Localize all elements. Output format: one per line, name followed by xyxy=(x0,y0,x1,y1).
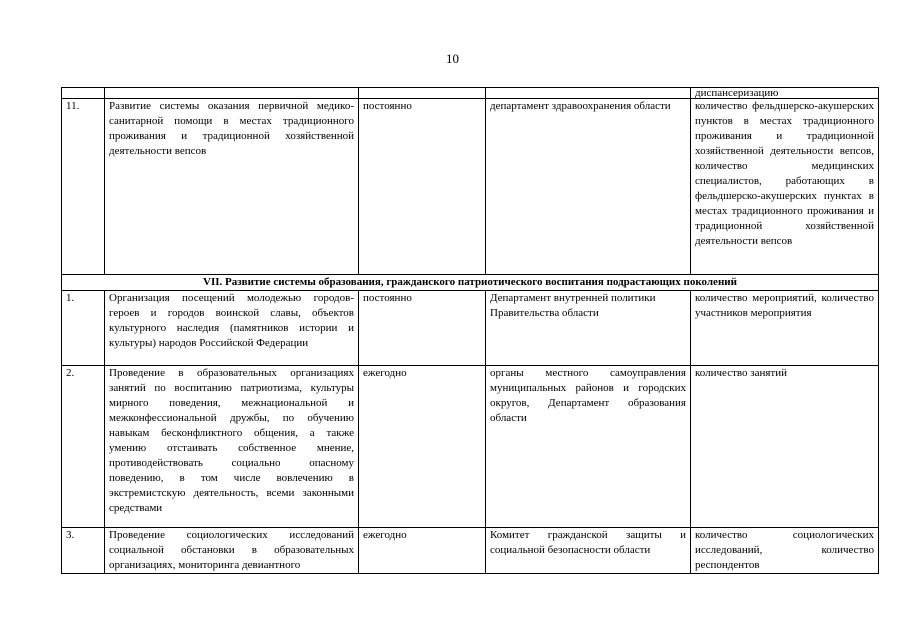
measure-cell: Организация посещений молодежью городов-героев и городов воинской славы, объектов культурного наследия (памятников истории и культуры) народов Российской Федерации xyxy=(105,291,359,366)
table-row xyxy=(62,528,879,574)
term-cell: ежегодно xyxy=(359,528,486,574)
section-title: VII. Развитие системы образования, гражданского патриотического воспитания подрастающих поколений xyxy=(62,275,879,291)
num-cell: 2. xyxy=(62,366,105,528)
term-cell: ежегодно xyxy=(359,366,486,528)
table-row xyxy=(62,88,879,99)
measure-cell: Развитие системы оказания первичной медико-санитарной помощи в местах традиционного проживания и традиционной хозяйственной деятельности вепсов xyxy=(105,99,359,275)
indicator-cell: количество фельдшерско-акушерских пунктов в местах традиционного проживания и традиционной хозяйственной деятельности вепсов, количество медицинских специалистов, работающих в фельдшерско-акушерских пунктах в местах традиционного проживания и традиционной хозяйственной деятельности вепсов xyxy=(691,99,879,275)
term-cell xyxy=(359,88,486,99)
num-cell xyxy=(62,88,105,99)
section-heading-row xyxy=(62,275,879,291)
num-cell: 11. xyxy=(62,99,105,275)
table-row xyxy=(62,366,879,528)
executor-cell: Департамент внутренней политики Правительства области xyxy=(486,291,691,366)
indicator-cell: диспансеризацию xyxy=(691,88,879,99)
table-row xyxy=(62,291,879,366)
term-cell: постоянно xyxy=(359,99,486,275)
measure-cell: Проведение социологических исследований социальной обстановки в образовательных организациях, мониторинга девиантного xyxy=(105,528,359,574)
executor-cell: Комитет гражданской защиты и социальной безопасности области xyxy=(486,528,691,574)
indicator-cell: количество мероприятий, количество участников мероприятия xyxy=(691,291,879,366)
indicator-cell: количество занятий xyxy=(691,366,879,528)
executor-cell: органы местного самоуправления муниципальных районов и городских округов, Департамент образования области xyxy=(486,366,691,528)
table-row xyxy=(62,99,879,275)
measure-cell xyxy=(105,88,359,99)
executor-cell: департамент здравоохранения области xyxy=(486,99,691,275)
term-cell: постоянно xyxy=(359,291,486,366)
executor-cell xyxy=(486,88,691,99)
num-cell: 3. xyxy=(62,528,105,574)
plan-table xyxy=(61,87,879,574)
num-cell: 1. xyxy=(62,291,105,366)
indicator-cell: количество социологических исследований, количество респондентов xyxy=(691,528,879,574)
measure-cell: Проведение в образовательных организациях занятий по воспитанию патриотизма, культуры мирного поведения, межнациональной и межконфессиональной дружбы, по обучению навыкам бесконфликтного общения, а также умению отстаивать собственное мнение, противодействовать социально опасному поведению, в том числе вовлечению в экстремистскую деятельность, всеми законными средствами xyxy=(105,366,359,528)
page-number: 10 xyxy=(446,51,459,66)
